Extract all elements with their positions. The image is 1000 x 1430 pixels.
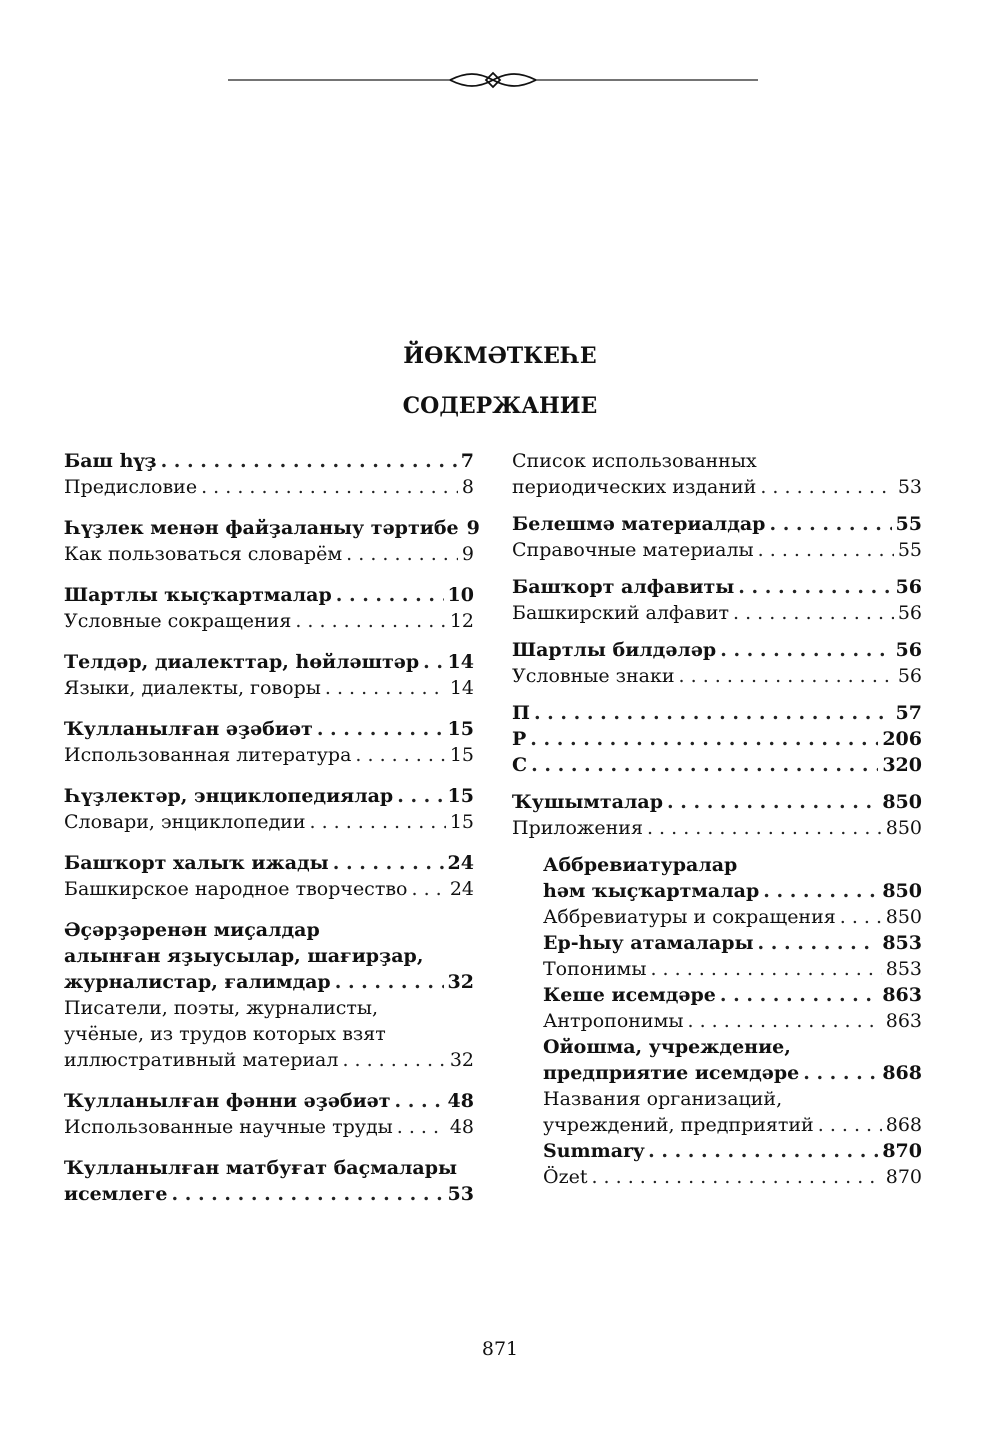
toc-entry-line bbox=[543, 1112, 922, 1138]
dot-leader bbox=[161, 448, 457, 474]
toc-entry-line bbox=[64, 969, 474, 995]
toc-entry bbox=[512, 537, 922, 563]
toc-entry-title: Ҡулланылған матбуғат баҫмалары bbox=[64, 1157, 458, 1179]
toc-page-number: 32 bbox=[449, 1049, 474, 1071]
toc-entry-line bbox=[64, 943, 474, 969]
toc-entry-line bbox=[543, 1086, 922, 1112]
toc-page-number: 853 bbox=[882, 932, 922, 954]
toc-page-number: 206 bbox=[882, 728, 922, 750]
toc-entry-title: Антропонимы bbox=[543, 1010, 684, 1032]
toc-entry bbox=[512, 637, 922, 663]
toc-page-number: 53 bbox=[447, 1183, 474, 1205]
toc-entry bbox=[64, 850, 474, 876]
toc-entry-line bbox=[64, 1047, 474, 1073]
toc-entry-title: Özet bbox=[543, 1166, 588, 1188]
toc-entry bbox=[512, 815, 922, 841]
toc-entry bbox=[64, 716, 474, 742]
toc-entry bbox=[512, 904, 922, 930]
dot-leader bbox=[534, 700, 892, 726]
dot-leader bbox=[679, 663, 894, 689]
toc-entry-line bbox=[64, 608, 474, 634]
toc-entry-title: Приложения bbox=[512, 817, 643, 839]
toc-entry bbox=[64, 1155, 474, 1207]
toc-entry-title: Башҡорт алфавиты bbox=[512, 576, 735, 598]
dot-leader bbox=[325, 675, 446, 701]
toc-page-number: 55 bbox=[895, 513, 922, 535]
toc-page-number: 14 bbox=[449, 677, 474, 699]
toc-entry-line bbox=[64, 783, 474, 809]
toc-entry bbox=[64, 541, 474, 567]
toc-entry-title: Һүҙлектәр, энциклопедиялар bbox=[64, 785, 394, 807]
dot-leader bbox=[411, 876, 445, 902]
toc-page-number: 868 bbox=[885, 1114, 922, 1136]
toc-entry-line bbox=[64, 742, 474, 768]
toc-entry-title: исемлеге bbox=[64, 1183, 168, 1205]
dot-leader bbox=[531, 752, 878, 778]
toc-entry-line bbox=[64, 675, 474, 701]
toc-page-number: 24 bbox=[449, 878, 474, 900]
toc-entry-title: Топонимы bbox=[543, 958, 647, 980]
toc-entry bbox=[512, 1164, 922, 1190]
toc-entry-title: Ҡушымталар bbox=[512, 791, 663, 813]
dot-leader bbox=[763, 878, 878, 904]
toc-entry-title: Р bbox=[512, 728, 527, 750]
toc-entry bbox=[64, 995, 474, 1073]
toc-entry bbox=[512, 956, 922, 982]
toc-page-number: 853 bbox=[885, 958, 922, 980]
toc-entry-line bbox=[512, 537, 922, 563]
toc-entry bbox=[512, 448, 922, 500]
toc-entry-title: Условные сокращения bbox=[64, 610, 292, 632]
toc-page-number: 48 bbox=[449, 1116, 474, 1138]
dot-leader bbox=[395, 1088, 444, 1114]
toc-entry-title: Список использованных bbox=[512, 450, 757, 472]
toc-entry bbox=[64, 474, 474, 500]
toc-entry-title: Ҡулланылған әҙәбиәт bbox=[64, 718, 313, 740]
toc-entry-title: Аббревиатуралар bbox=[543, 854, 738, 876]
dot-leader bbox=[758, 930, 879, 956]
toc-page-number: 8 bbox=[461, 476, 474, 498]
toc-page-number: 57 bbox=[895, 702, 922, 724]
toc-entry-title: Ойошма, учреждение, bbox=[543, 1036, 791, 1058]
contents-title-bashkir: ЙӨКМӘТКЕҺЕ bbox=[403, 343, 597, 369]
toc-entry bbox=[64, 783, 474, 809]
dot-leader bbox=[803, 1060, 878, 1086]
dot-leader bbox=[720, 982, 878, 1008]
dot-leader bbox=[840, 904, 882, 930]
toc-entry-title: П bbox=[512, 702, 530, 724]
toc-entry-title: Использованная литература bbox=[64, 744, 352, 766]
dot-leader bbox=[591, 1164, 881, 1190]
toc-entry-title: Башкирское народное творчество bbox=[64, 878, 408, 900]
toc-page-number: 870 bbox=[882, 1140, 922, 1162]
toc-entry-line bbox=[64, 541, 474, 567]
toc-entry-title: Кеше исемдәре bbox=[543, 984, 716, 1006]
toc-entry-line bbox=[512, 600, 922, 626]
toc-entry-line bbox=[512, 815, 922, 841]
toc-entry-title: Шартлы ҡыҫҡартмалар bbox=[64, 584, 332, 606]
toc-entry-title: С bbox=[512, 754, 528, 776]
dot-leader bbox=[336, 582, 444, 608]
toc-entry bbox=[64, 515, 480, 541]
toc-entry bbox=[512, 1008, 922, 1034]
toc-page-number: 14 bbox=[447, 651, 474, 673]
toc-entry bbox=[512, 700, 922, 726]
toc-entry-title: һәм ҡыҫҡартмалар bbox=[543, 880, 760, 902]
toc-entry bbox=[512, 511, 922, 537]
toc-entry-title: Телдәр, диалекттар, һөйләштәр bbox=[64, 651, 420, 673]
toc-entry-line bbox=[64, 582, 474, 608]
toc-entry bbox=[64, 675, 474, 701]
toc-entry-title: Шартлы билдәләр bbox=[512, 639, 717, 661]
toc-entry-line bbox=[512, 474, 922, 500]
toc-page-number: 15 bbox=[449, 744, 474, 766]
toc-entry bbox=[64, 742, 474, 768]
toc-entry bbox=[512, 574, 922, 600]
toc-page-number: 320 bbox=[882, 754, 922, 776]
toc-entry-line bbox=[64, 917, 474, 943]
toc-entry bbox=[64, 1088, 474, 1114]
toc-page-number: 56 bbox=[897, 602, 922, 624]
dot-leader bbox=[171, 1181, 443, 1207]
ornament-divider bbox=[228, 66, 758, 96]
dot-leader bbox=[309, 809, 445, 835]
toc-entry-line bbox=[543, 982, 922, 1008]
toc-page-number: 850 bbox=[885, 817, 922, 839]
toc-entry-line bbox=[512, 663, 922, 689]
toc-page-number: 850 bbox=[885, 906, 922, 928]
toc-entry-line bbox=[543, 1060, 922, 1086]
toc-entry-line bbox=[543, 1164, 922, 1190]
toc-entry-line bbox=[64, 1088, 474, 1114]
toc-page-number: 56 bbox=[895, 639, 922, 661]
toc-entry-title: журналистар, ғалимдар bbox=[64, 971, 331, 993]
toc-entry-line bbox=[543, 1008, 922, 1034]
toc-entry-line bbox=[64, 1114, 474, 1140]
dot-leader bbox=[423, 649, 443, 675]
toc-entry-title: Башҡорт халыҡ ижады bbox=[64, 852, 329, 874]
toc-entry-line bbox=[543, 878, 922, 904]
toc-page-number: 10 bbox=[447, 584, 474, 606]
dot-leader bbox=[333, 850, 444, 876]
toc-entry bbox=[64, 582, 474, 608]
toc-entry bbox=[512, 1086, 922, 1138]
dot-leader bbox=[720, 637, 891, 663]
toc-entry bbox=[512, 982, 922, 1008]
toc-entry-line bbox=[512, 574, 922, 600]
toc-entry bbox=[512, 1138, 922, 1164]
toc-entry-title: Словари, энциклопедии bbox=[64, 811, 306, 833]
toc-entry-title: Как пользоваться словарём bbox=[64, 543, 343, 565]
toc-entry-line bbox=[543, 852, 922, 878]
toc-entry-line bbox=[64, 649, 474, 675]
toc-entry-line bbox=[64, 1021, 474, 1047]
toc-entry-title: Использованные научные труды bbox=[64, 1116, 393, 1138]
toc-entry-title: Писатели, поэты, журналисты, bbox=[64, 997, 379, 1019]
toc-entry-title: алынған яҙыусылар, шағирҙар, bbox=[64, 945, 424, 967]
dot-leader bbox=[397, 1114, 446, 1140]
dot-leader bbox=[760, 474, 893, 500]
toc-page-number: 15 bbox=[447, 785, 474, 807]
toc-page-number: 56 bbox=[895, 576, 922, 598]
toc-entry-line bbox=[512, 752, 922, 778]
dot-leader bbox=[295, 608, 445, 634]
dot-leader bbox=[667, 789, 878, 815]
dot-leader bbox=[355, 742, 445, 768]
toc-entry-title: Предисловие bbox=[64, 476, 198, 498]
toc-entry bbox=[512, 600, 922, 626]
toc-entry bbox=[512, 752, 922, 778]
toc-entry-line bbox=[64, 995, 474, 1021]
toc-entry bbox=[512, 1034, 922, 1086]
dot-leader bbox=[346, 541, 458, 567]
toc-entry-line bbox=[64, 716, 474, 742]
dot-leader bbox=[647, 815, 882, 841]
contents-title-russian: СОДЕРЖАНИЕ bbox=[402, 393, 598, 419]
toc-entry-line bbox=[64, 448, 474, 474]
toc-entry-title: Аббревиатуры и сокращения bbox=[543, 906, 836, 928]
toc-entry bbox=[512, 663, 922, 689]
toc-entry-line bbox=[512, 726, 922, 752]
toc-entry-title: учёные, из трудов которых взят bbox=[64, 1023, 386, 1045]
dot-leader bbox=[688, 1008, 882, 1034]
dot-leader bbox=[648, 1138, 878, 1164]
toc-entry-title: Әҫәрҙәренән миҫалдар bbox=[64, 919, 320, 941]
dot-leader bbox=[397, 783, 443, 809]
toc-entry-line bbox=[64, 515, 480, 541]
toc-page-number: 24 bbox=[447, 852, 474, 874]
toc-entry-title: учреждений, предприятий bbox=[543, 1114, 814, 1136]
toc-entry-title: периодических изданий bbox=[512, 476, 757, 498]
toc-entry-title: Башкирский алфавит bbox=[512, 602, 730, 624]
dot-leader bbox=[201, 474, 458, 500]
toc-entry-title: Названия организаций, bbox=[543, 1088, 783, 1110]
toc-page-number: 9 bbox=[461, 543, 474, 565]
toc-page-number: 15 bbox=[449, 811, 474, 833]
toc-entry-title: иллюстративный материал bbox=[64, 1049, 339, 1071]
toc-page-number: 863 bbox=[882, 984, 922, 1006]
dot-leader bbox=[738, 574, 891, 600]
toc-entry bbox=[64, 649, 474, 675]
toc-entry-title: Баш һүҙ bbox=[64, 450, 157, 472]
toc-entry-line bbox=[64, 1155, 474, 1181]
toc-page-number: 32 bbox=[447, 971, 474, 993]
dot-leader bbox=[335, 969, 444, 995]
dot-leader bbox=[317, 716, 444, 742]
toc-left-column bbox=[64, 448, 480, 1207]
toc-entry bbox=[512, 726, 922, 752]
toc-entry bbox=[64, 448, 474, 474]
toc-page-number: 55 bbox=[897, 539, 922, 561]
toc-entry-line bbox=[512, 448, 922, 474]
toc-page-number: 48 bbox=[447, 1090, 474, 1112]
toc-page-number: 850 bbox=[882, 791, 922, 813]
toc-entry bbox=[64, 608, 474, 634]
toc-page-number: 868 bbox=[882, 1062, 922, 1084]
dot-leader bbox=[650, 956, 881, 982]
toc-entry bbox=[512, 789, 922, 815]
page-number: 871 bbox=[481, 1338, 519, 1360]
toc-entry-line bbox=[512, 511, 922, 537]
toc-page-number: 56 bbox=[897, 665, 922, 687]
toc-entry-line bbox=[64, 809, 474, 835]
toc-entry-line bbox=[543, 1034, 922, 1060]
dot-leader bbox=[758, 537, 894, 563]
toc-entry-line bbox=[543, 1138, 922, 1164]
dot-leader bbox=[342, 1047, 445, 1073]
toc-entry bbox=[64, 876, 474, 902]
toc-entry-title: Һүҙлек менән файҙаланыу тәртибе bbox=[64, 517, 459, 539]
toc-entry bbox=[512, 930, 922, 956]
toc-entry bbox=[64, 917, 474, 995]
toc-entry-title: Белешмә материалдар bbox=[512, 513, 766, 535]
toc-entry-title: Условные знаки bbox=[512, 665, 675, 687]
toc-page-number: 53 bbox=[897, 476, 922, 498]
toc-entry bbox=[64, 1114, 474, 1140]
toc-entry-title: Ер-һыу атамалары bbox=[543, 932, 754, 954]
toc-page-number: 9 bbox=[466, 517, 480, 539]
toc-entry-line bbox=[543, 956, 922, 982]
toc-page-number: 12 bbox=[449, 610, 474, 632]
toc-entry-line bbox=[543, 904, 922, 930]
toc-entry bbox=[512, 852, 922, 904]
toc-entry-line bbox=[64, 850, 474, 876]
toc-entry-title: Ҡулланылған фәнни әҙәбиәт bbox=[64, 1090, 391, 1112]
dot-leader bbox=[530, 726, 878, 752]
toc-entry-title: Справочные материалы bbox=[512, 539, 754, 561]
dot-leader bbox=[733, 600, 894, 626]
toc-page-number: 850 bbox=[882, 880, 922, 902]
toc-entry-line bbox=[512, 700, 922, 726]
toc-entry-line bbox=[543, 930, 922, 956]
dot-leader bbox=[818, 1112, 882, 1138]
toc-entry-line bbox=[64, 474, 474, 500]
toc-page-number: 15 bbox=[447, 718, 474, 740]
toc-page-number: 863 bbox=[885, 1010, 922, 1032]
toc-page-number: 870 bbox=[885, 1166, 922, 1188]
toc-entry-line bbox=[64, 876, 474, 902]
dot-leader bbox=[769, 511, 891, 537]
toc-entry-line bbox=[512, 789, 922, 815]
toc-entry bbox=[64, 809, 474, 835]
toc-entry-line bbox=[64, 1181, 474, 1207]
toc-entry-line bbox=[512, 637, 922, 663]
toc-entry-title: Языки, диалекты, говоры bbox=[64, 677, 321, 699]
toc-page-number: 7 bbox=[460, 450, 474, 472]
toc-right-column bbox=[512, 448, 922, 1190]
toc-entry-title: Summary bbox=[543, 1140, 645, 1162]
toc-entry-title: предприятие исемдәре bbox=[543, 1062, 800, 1084]
